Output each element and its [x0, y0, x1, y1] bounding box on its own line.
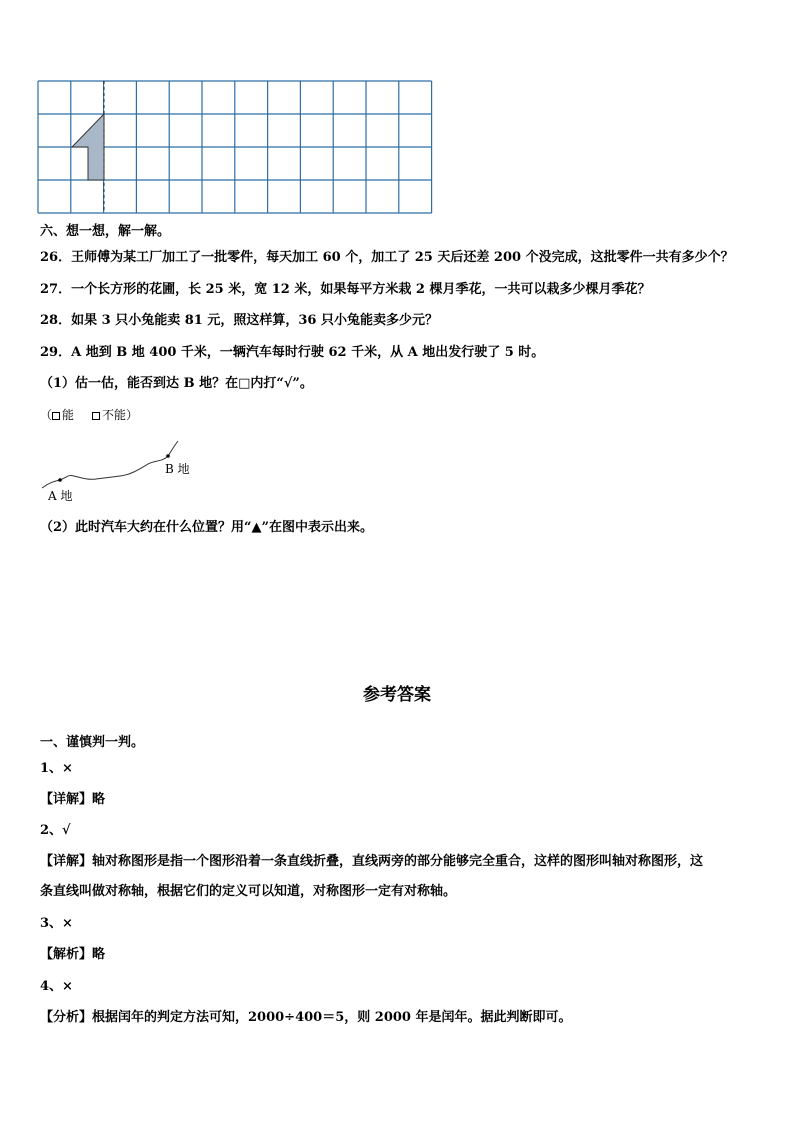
question-26: 26．王师傅为某工厂加工了一批零件，每天加工 60 个，加工了 25 天后还差 200 个没完成，这批零件一共有多少个？: [40, 250, 734, 265]
answer-2-note-line1: 【详解】轴对称图形是指一个图形沿着一条直线折叠，直线两旁的部分能够完全重合，这样的图形叫轴对称图形，这: [40, 854, 704, 869]
options-open: （: [40, 408, 53, 422]
answer-2-note-line2: 条直线叫做对称轴，根据它们的定义可以知道，对称图形一定有对称轴。: [40, 884, 457, 899]
point-a: [58, 478, 62, 482]
answer-4: 4、×: [40, 979, 73, 994]
option-cannot: 不能）: [102, 408, 139, 422]
question-27: 27．一个长方形的花圃，长 25 米，宽 12 米，如果每平方米栽 2 棵月季花，一共可以栽多少棵月季花？: [40, 282, 651, 297]
section6-heading: 六、想一想，解一解。: [40, 224, 171, 239]
answer-1-note: 【详解】略: [40, 792, 106, 807]
checkbox-can[interactable]: [52, 412, 60, 420]
question-29: 29．A 地到 B 地 400 千米，一辆汽车每时行驶 62 千米，从 A 地出发行驶了 5 时。: [40, 345, 545, 360]
point-b: [166, 454, 170, 458]
label-b: B 地: [165, 462, 190, 476]
answer-4-note: 【分析】根据闰年的判定方法可知，2000÷400＝5，则 2000 年是闰年。据此判断即可。: [40, 1010, 572, 1025]
answer-3: 3、×: [40, 916, 73, 931]
grid-figure: [38, 81, 438, 221]
question-28: 28．如果 3 只小兔能卖 81 元，照这样算，36 只小兔能卖多少元？: [40, 313, 438, 328]
answers-section1: 一、谨慎判一判。: [40, 735, 145, 750]
question-29-part2: （2）此时汽车大约在什么位置？用“▲”在图中表示出来。: [40, 520, 373, 535]
answer-options: [40, 407, 138, 423]
question-29-part1: （1）估一估，能否到达 B 地？在□内打“√”。: [40, 376, 313, 391]
answer-1: 1、×: [40, 761, 73, 776]
answer-3-note: 【解析】略: [40, 947, 106, 962]
checkbox-cannot[interactable]: [92, 412, 100, 420]
option-can: 能: [62, 408, 75, 422]
label-a: A 地: [48, 489, 73, 503]
answer-2: 2、√: [40, 823, 71, 838]
grid-shape: [72, 114, 104, 180]
route-path: [42, 441, 178, 488]
answers-title: 参考答案: [363, 685, 431, 705]
